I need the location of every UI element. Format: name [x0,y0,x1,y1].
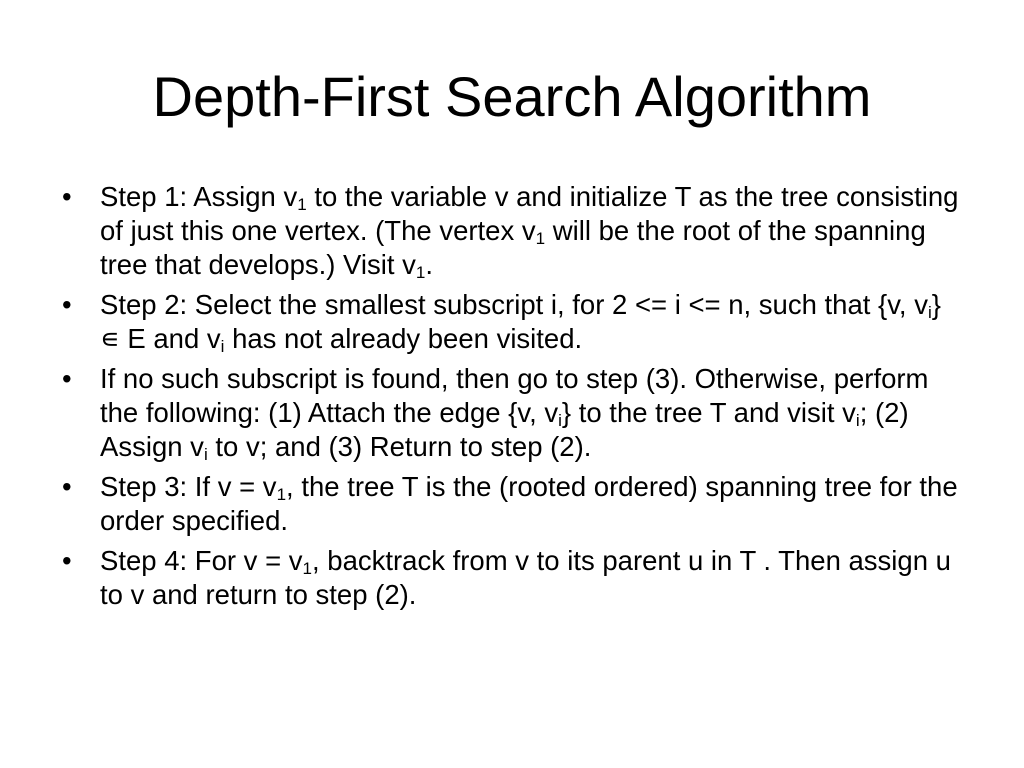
text-run: . [425,249,434,280]
text-run: } ∊ E and v [100,289,941,354]
text-run: If no such subscript is found, then go to step (3). Otherwise, perform the following: (1) Attach the edge {v, v [100,363,929,428]
subscript: i [558,411,562,430]
text-run: , backtrack from v to its parent u in T . Then assign u to v and return to step (2). [100,545,951,610]
bullet-text [100,363,928,462]
bullet-dot-icon: • [62,363,72,394]
bullet-text [100,545,951,610]
subscript: i [855,411,860,430]
text-run: will be the root of the spanning tree that develops.) Visit v [100,215,926,280]
bullet-text [100,471,958,536]
text-run: Step 4: For v = v [100,545,303,576]
subscript: i [220,337,225,356]
subscript: 1 [302,559,313,578]
text-run: Step 3: If v = v [100,471,277,502]
subscript: i [203,445,208,464]
text-run: } to the tree T and visit v [561,397,856,428]
bullet-dot-icon: • [62,289,72,320]
bullet-dot-icon: • [62,471,72,502]
subscript: 1 [297,195,307,214]
bullet-dot-icon: • [62,181,72,212]
bullet-item [62,180,962,282]
slide-title: Depth-First Search Algorithm [152,65,872,128]
bullet-text [100,289,941,354]
subscript: 1 [276,485,287,504]
bullet-dot-icon: • [62,545,72,576]
text-run: Step 1: Assign v [100,181,298,212]
bullet-item [62,288,962,356]
bullet-list [62,180,962,618]
bullet-text [100,181,958,280]
text-run: ; (2) Assign v [100,397,909,462]
bullet-item [62,470,962,538]
subscript: i [927,303,932,322]
text-run: , the tree T is the (rooted ordered) spanning tree for the order specified. [100,471,958,536]
text-run: has not already been visited. [224,323,583,354]
subscript: 1 [415,263,426,282]
bullet-item [62,544,962,612]
subscript: 1 [535,229,546,248]
text-run: to v; and (3) Return to step (2). [207,431,592,462]
bullet-item [62,362,962,464]
text-run: Step 2: Select the smallest subscript i, for 2 <= i <= n, such that {v, v [100,289,928,320]
text-run: to the variable v and initialize T as the tree consisting of just this one vertex. (The vertex v [100,181,959,246]
